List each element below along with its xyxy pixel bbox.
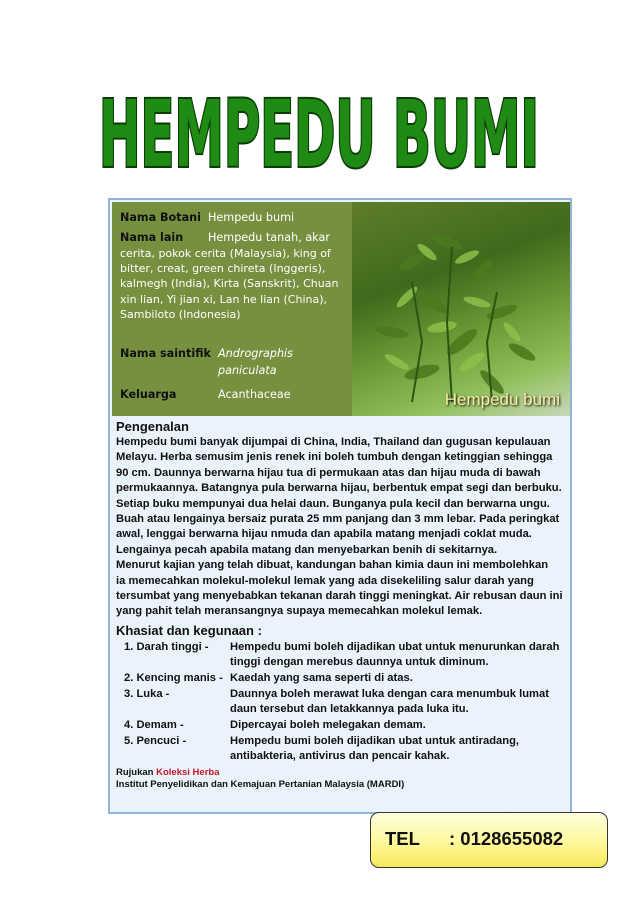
photo-caption: Hempedu bumi bbox=[444, 390, 560, 409]
list-item-key: 2. Kencing manis - bbox=[124, 671, 223, 684]
nama-lain-list bbox=[120, 246, 346, 322]
paragraph-line: awal, lenggai berwarna hijau nmuda dan apabila matang menjadi coklat muda. bbox=[116, 528, 532, 541]
reference-label: Rujukan bbox=[116, 766, 154, 778]
page-title-text: HEMPEDU BUMI bbox=[99, 81, 539, 182]
nama-lain-line: cerita, pokok cerita (Malaysia), king of bbox=[120, 247, 331, 260]
reference-institute: Institut Penyelidikan dan Kemajuan Pertanian Malaysia (MARDI) bbox=[116, 778, 405, 790]
pengenalan-heading: Pengenalan bbox=[116, 419, 189, 434]
paragraph-line: 90 cm. Daunnya berwarna hijau tua di permukaan atas dan hijau muda di bawah bbox=[116, 466, 541, 479]
tel-label: TEL bbox=[385, 828, 420, 849]
paragraph-line: Menurut kajian yang telah dibuat, kandungan bahan kimia daun ini membolehkan bbox=[116, 559, 549, 572]
list-item-desc: Daunnya boleh merawat luka dengan cara menumbuk lumat daun tersebut dan letakkannya pada luka itu. bbox=[230, 687, 549, 716]
paragraph-line: permukaannya. Batangnya pula berwarna hijau, berbentuk empat segi dan berbuku. bbox=[116, 482, 562, 495]
nama-botani-label: Nama Botani bbox=[120, 211, 201, 224]
list-item bbox=[116, 687, 570, 718]
list-item-desc: Dipercayai boleh melegakan demam. bbox=[230, 718, 426, 731]
nama-saintifik-label: Nama saintifik bbox=[120, 347, 211, 360]
paragraph-line: ia memecahkan molekul-molekul lemak yang ada disekeliling salur darah yang bbox=[116, 574, 534, 587]
khasiat-list bbox=[116, 640, 570, 765]
reference bbox=[116, 767, 570, 791]
nama-saintifik-value-2: paniculata bbox=[218, 364, 277, 377]
nama-botani-value: Hempedu bumi bbox=[208, 211, 295, 224]
nama-lain-value: Hempedu tanah, akar bbox=[208, 231, 330, 244]
page-title bbox=[0, 72, 638, 182]
paragraph-line: Lengainya pecah apabila matang dan menyebarkan benih di sekitarnya. bbox=[116, 543, 498, 556]
list-item-key: 4. Demam - bbox=[124, 718, 184, 731]
nama-lain-line: Sambiloto (Indonesia) bbox=[120, 307, 241, 321]
photo-watermark bbox=[560, 210, 568, 388]
keluarga-value: Acanthaceae bbox=[218, 388, 291, 401]
nama-lain-line: bitter, creat, green chireta (Inggeris), bbox=[120, 262, 326, 276]
reference-source: Koleksi Herba bbox=[156, 766, 220, 778]
nama-lain-label: Nama lain bbox=[120, 231, 184, 244]
khasiat-heading: Khasiat dan kegunaan : bbox=[116, 622, 262, 638]
paragraph-line: Buah atau lengainya bersaiz purata 25 mm panjang dan 3 mm lebar. Pada peringkat bbox=[116, 513, 560, 526]
list-item bbox=[116, 671, 570, 687]
nama-saintifik-value: Andrographis bbox=[218, 347, 293, 360]
list-item-key: 5. Pencuci - bbox=[124, 734, 187, 747]
paragraph-line: Hempedu bumi banyak dijumpai di China, India, Thailand dan gugusan kepulauan bbox=[116, 436, 551, 448]
nama-lain-line: kalmegh (India), Kirta (Sanskrit), Chuan bbox=[120, 277, 339, 291]
list-item bbox=[116, 734, 570, 765]
list-item-desc: Hempedu bumi boleh dijadikan ubat untuk antiradang, antibakteria, antivirus dan pencair kahak. bbox=[230, 734, 520, 763]
keluarga-label: Keluarga bbox=[120, 388, 177, 401]
botanical-info-panel bbox=[112, 202, 352, 416]
list-item-desc: Hempedu bumi boleh dijadikan ubat untuk menurunkan darah tinggi dengan merebus daunnya untuk diminum. bbox=[230, 640, 560, 669]
info-card bbox=[108, 198, 572, 814]
paragraph-line: tersumbat yang menyebabkan tekanan darah tinggi meningkat. Air rebusan daun ini bbox=[116, 590, 563, 603]
list-item-desc: Kaedah yang sama seperti di atas. bbox=[230, 671, 413, 684]
article-body bbox=[116, 418, 570, 791]
nama-lain-line: xin lian, Yi jian xi, Lan he lian (China), bbox=[120, 292, 328, 306]
pengenalan-paragraph bbox=[116, 435, 570, 620]
paragraph-line: yang pahit telah meransangnya supaya memecahkan molekul lemak. bbox=[116, 605, 483, 618]
paragraph-line: Setiap buku mempunyai dua helai daun. Bunganya pula kecil dan berwarna ungu. bbox=[116, 497, 550, 510]
list-item-key: 3. Luka - bbox=[124, 687, 170, 700]
list-item bbox=[116, 640, 570, 671]
paragraph-line: Melayu. Herba semusim jenis renek ini boleh tumbuh dengan ketinggian sehingga bbox=[116, 451, 553, 464]
list-item-key: 1. Darah tinggi - bbox=[124, 640, 209, 653]
plant-photo bbox=[352, 202, 570, 416]
telephone-box bbox=[370, 812, 608, 868]
list-item bbox=[116, 718, 570, 734]
tel-number: : 0128655082 bbox=[449, 828, 564, 849]
